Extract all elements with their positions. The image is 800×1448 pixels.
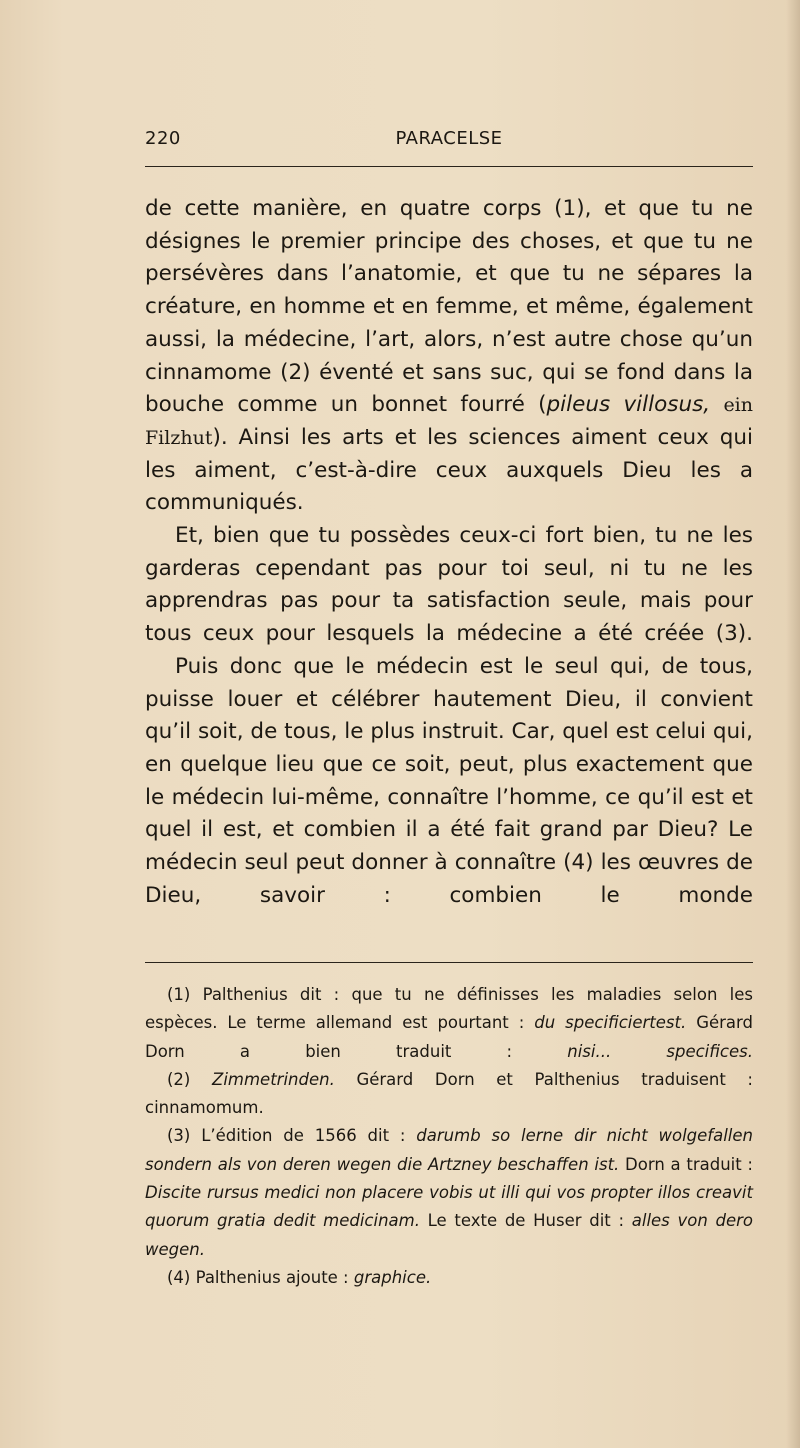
paragraph-1-latin: pileus villosus, [546,392,711,418]
footnote-2-italic: Zimmetrinden. [212,1069,335,1089]
footnote-1 [145,981,753,1066]
footnote-3-text-b: Dorn a traduit : [619,1154,753,1174]
header-rule [145,166,753,167]
footnotes [145,981,753,1292]
footnote-1-text-b: Gérard Dorn a bien traduit : [145,1013,754,1061]
paragraph-1-text-b: ). Ainsi les arts et les sciences aiment ceux qui les aiment, c’est-à-dire ceux auxquels Dieu les a communiqués. [145,424,753,516]
footnote-3 [145,1122,753,1263]
paragraph-1-text-a: de cette manière, en quatre corps (1), et que tu ne désignes le premier principe des choses, et que tu ne persévères dans l’anatomie, et que tu ne sépares la créature, en homme et en femme, et même, également aussi, la médecine, l’art, alors, n’est autre chose qu’un cinnamome (2) éventé et sans suc, qui se fond dans la bouche comme un bonnet fourré ( [145,196,753,418]
footnote-1-italic-1: du specificiertest. [534,1013,687,1033]
footnote-4-italic: graphice. [353,1267,432,1287]
footnote-1-italic-2: nisi... specifices. [567,1041,753,1061]
paragraph-3: Puis donc que le médecin est le seul qui, de tous, puisse louer et célébrer hautement Dieu, il convient qu’il soit, de tous, le plus instruit. Car, quel est celui qui, en quelque lieu que ce soit, peut, plus exactement que le médecin lui-même, connaître l’homme, ce qu’il est et quel il est, et combien il a été fait grand par Dieu? Le médecin seul peut donner à connaître (4) les œuvres de Dieu, savoir : combien le monde [145,653,753,908]
footnote-1-text-a: (1) Palthenius dit : que tu ne définisses les maladies selon les espèces. Le terme allemand est pourtant : [145,985,753,1033]
running-head [145,128,753,158]
paragraph-1-german: ein Filzhut [145,394,753,449]
footnote-4-text: (4) Palthenius ajoute : [167,1267,354,1287]
footnote-2 [145,1066,753,1123]
footnote-2-text: Gérard Dorn et Palthenius traduisent : cinnamomum. [145,1069,753,1118]
footnote-4 [145,1264,753,1292]
paragraph-1 [145,193,753,520]
paragraph-2: Et, bien que tu possèdes ceux-ci fort bien, tu ne les garderas cependant pas pour toi seul, ni tu ne les apprendras pas pour ta satisfaction seule, mais pour tous ceux pour lesquels la médecine a été créée (3). [145,523,753,647]
footnote-3-italic-3: alles von dero wegen. [145,1211,753,1259]
footnote-2-marker: (2) [167,1069,213,1089]
page-edge-shadow [786,0,800,1448]
footnote-rule [145,962,753,963]
running-title: PARACELSE [395,128,503,149]
footnote-3-italic-1: darumb so lerne dir nicht wolgefallen sondern als von deren wegen die Artzney beschaffen ist. [145,1126,753,1174]
body-text [145,193,753,912]
footnote-3-italic-2: Discite rursus medici non placere vobis ut illi qui vos propter illos creavit quorum gratia dedit medicinam. [145,1183,753,1231]
footnote-3-text-a: (3) L’édition de 1566 dit : [167,1126,417,1146]
page-number: 220 [145,128,181,149]
footnote-3-text-c: Le texte de Huser dit : [419,1211,632,1231]
